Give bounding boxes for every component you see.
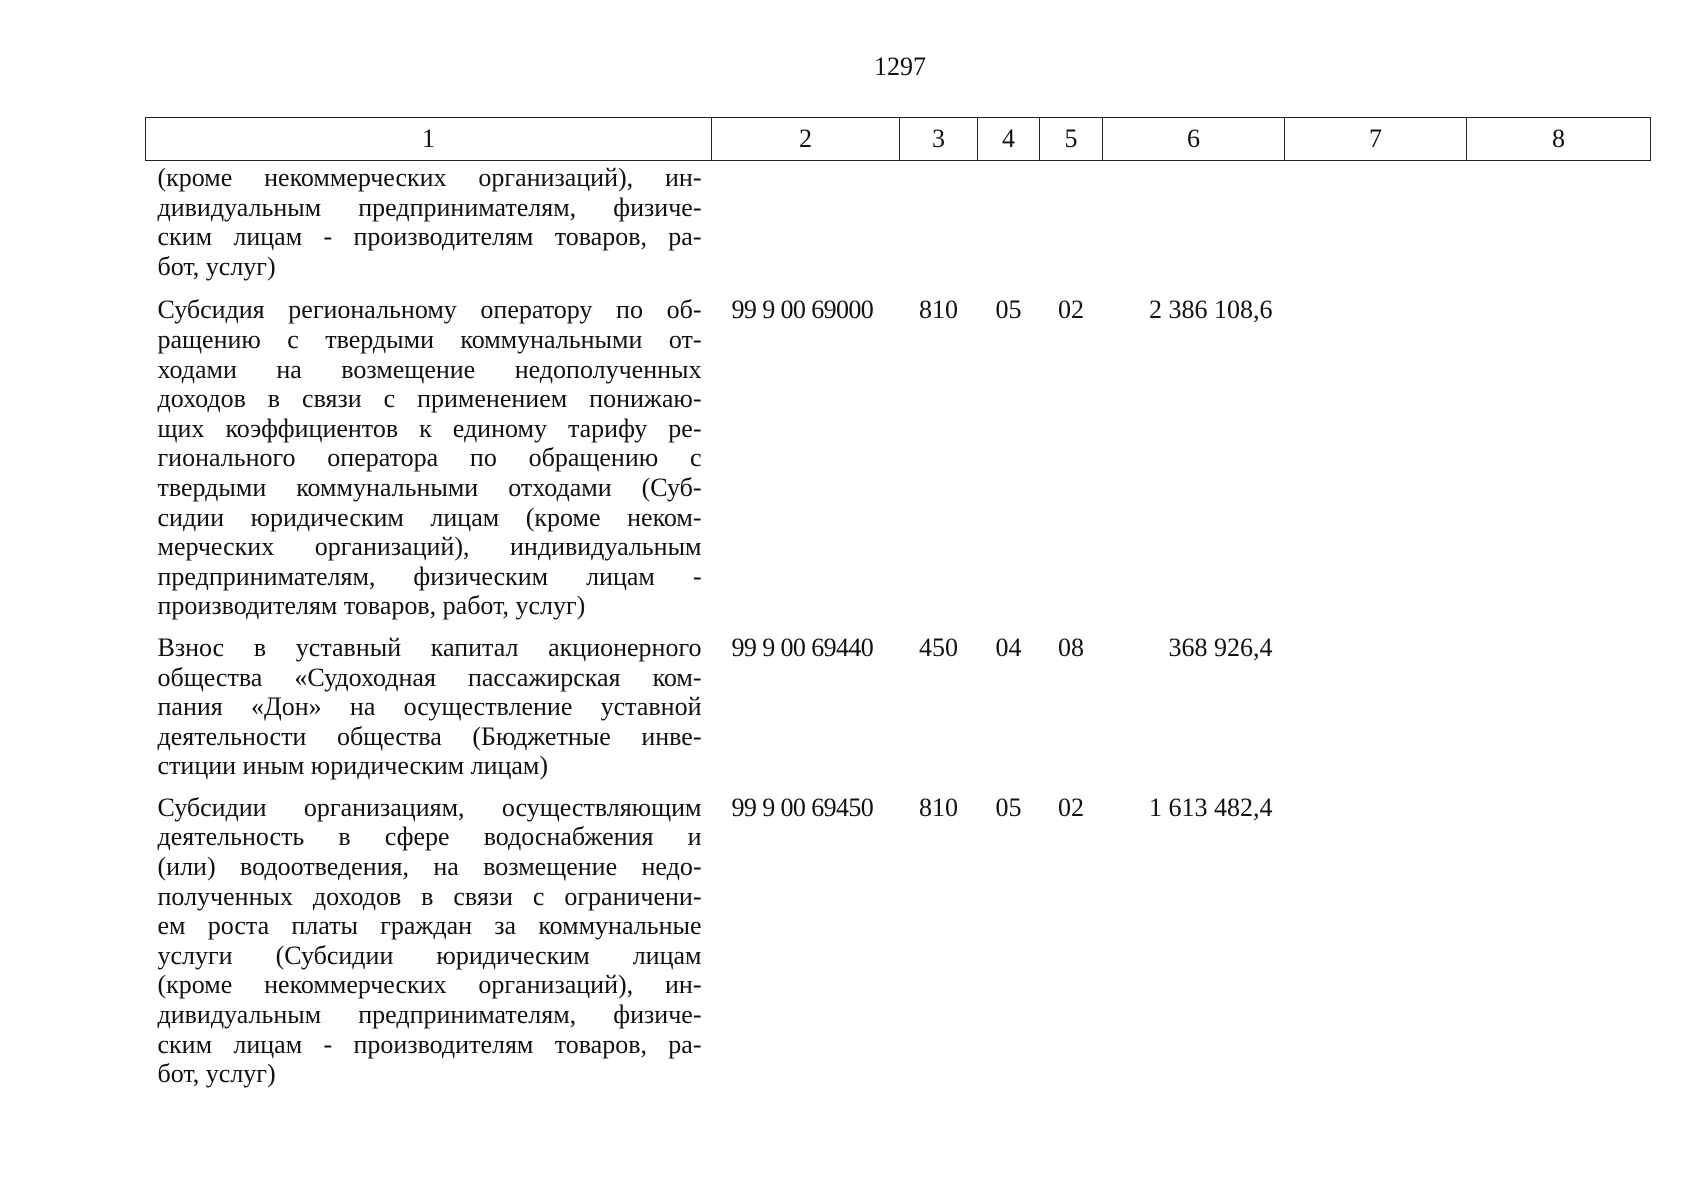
description-line: предпринимателям, физическим лицам - xyxy=(157,561,702,591)
description-line: сидии юридическим лицам (кроме неком- xyxy=(157,502,702,532)
row-expense-type: 810 xyxy=(919,295,958,325)
table-row xyxy=(146,621,1651,781)
row-expense-type: 450 xyxy=(919,632,958,662)
row-col7 xyxy=(1285,621,1467,781)
row-description xyxy=(146,781,712,1089)
description-line: Субсидии организациям, осуществляющим xyxy=(157,792,702,822)
row-section: 04 xyxy=(995,632,1022,662)
column-header-6: 6 xyxy=(1103,118,1285,161)
row-col8 xyxy=(1467,781,1651,1089)
description-line: (кроме некоммерческих организаций), ин- xyxy=(157,163,702,192)
description-line: (кроме некоммерческих организаций), ин- xyxy=(157,970,702,1000)
row-expense-type: 810 xyxy=(919,792,958,822)
table-body xyxy=(146,161,1651,1089)
table-header-row xyxy=(146,118,1651,161)
column-header-5: 5 xyxy=(1040,118,1103,161)
row-section: 05 xyxy=(995,792,1022,822)
row-amount xyxy=(1103,161,1285,284)
row-subsection: 02 xyxy=(1058,295,1084,325)
description-line: дивидуальным предпринимателям, физиче- xyxy=(157,1000,702,1030)
budget-table xyxy=(145,117,1651,1089)
column-header-1: 1 xyxy=(146,118,712,161)
description-line: ходами на возмещение недополученных xyxy=(157,354,702,384)
table-row xyxy=(146,283,1651,621)
budget-table-container xyxy=(145,117,1650,1089)
description-line: Взнос в уставный капитал акционерного xyxy=(157,632,702,662)
table-row xyxy=(146,161,1651,284)
description-line: щих коэффициентов к единому тарифу ре- xyxy=(157,413,702,443)
description-line: стиции иным юридическим лицам) xyxy=(157,751,549,781)
row-col8 xyxy=(1467,283,1651,621)
row-col7 xyxy=(1285,283,1467,621)
description-line: мерческих организаций), индивидуальным xyxy=(157,532,702,562)
column-header-7: 7 xyxy=(1285,118,1467,161)
table-header xyxy=(146,118,1651,161)
row-section: 05 xyxy=(995,295,1022,325)
row-col8 xyxy=(1467,621,1651,781)
table-row xyxy=(146,781,1651,1089)
page-number: 1297 xyxy=(874,52,926,81)
description-line: деятельность в сфере водоснабжения и xyxy=(157,822,702,852)
column-header-2: 2 xyxy=(712,118,900,161)
row-expense-type xyxy=(900,161,978,284)
row-col7 xyxy=(1285,781,1467,1089)
description-line: ским лицам - производителям товаров, ра- xyxy=(157,1029,702,1059)
row-target-code: 99 9 00 69450 xyxy=(731,792,874,822)
column-header-3: 3 xyxy=(900,118,978,161)
row-target-code: 99 9 00 69000 xyxy=(731,295,874,325)
description-line: услуги (Субсидии юридическим лицам xyxy=(157,940,702,970)
row-description xyxy=(146,161,712,284)
column-header-4: 4 xyxy=(978,118,1040,161)
description-line: Субсидия региональному оператору по об- xyxy=(157,295,702,325)
row-section xyxy=(978,161,1040,284)
description-line: гионального оператора по обращению с xyxy=(157,443,702,473)
row-amount: 2 386 108,6 xyxy=(1149,295,1273,325)
description-line: бот, услуг) xyxy=(157,1059,276,1089)
description-line: полученных доходов в связи с ограничени- xyxy=(157,881,702,911)
row-amount: 1 613 482,4 xyxy=(1149,792,1273,822)
description-line: деятельности общества (Бюджетные инве- xyxy=(157,721,702,751)
description-line: твердыми коммунальными отходами (Суб- xyxy=(157,472,702,502)
description-line: производителям товаров, работ, услуг) xyxy=(157,591,586,621)
row-description xyxy=(146,621,712,781)
row-col7 xyxy=(1285,161,1467,284)
description-line: доходов в связи с применением понижаю- xyxy=(157,384,702,414)
row-col8 xyxy=(1467,161,1651,284)
description-line: бот, услуг) xyxy=(157,251,276,281)
row-subsection xyxy=(1040,161,1103,284)
description-line: дивидуальным предпринимателям, физиче- xyxy=(157,192,702,222)
row-target-code: 99 9 00 69440 xyxy=(731,632,874,662)
row-amount: 368 926,4 xyxy=(1168,632,1273,662)
description-line: ращению с твердыми коммунальными от- xyxy=(157,324,702,354)
row-subsection: 08 xyxy=(1058,632,1084,662)
row-subsection: 02 xyxy=(1058,792,1084,822)
row-description xyxy=(146,283,712,621)
description-line: общества «Судоходная пассажирская ком- xyxy=(157,662,702,692)
description-line: ским лицам - производителям товаров, ра- xyxy=(157,222,702,252)
description-line: (или) водоотведения, на возмещение недо- xyxy=(157,852,702,882)
row-target-code xyxy=(712,161,900,284)
description-line: ем роста платы граждан за коммунальные xyxy=(157,911,702,941)
description-line: пания «Дон» на осуществление уставной xyxy=(157,692,702,722)
column-header-8: 8 xyxy=(1467,118,1651,161)
